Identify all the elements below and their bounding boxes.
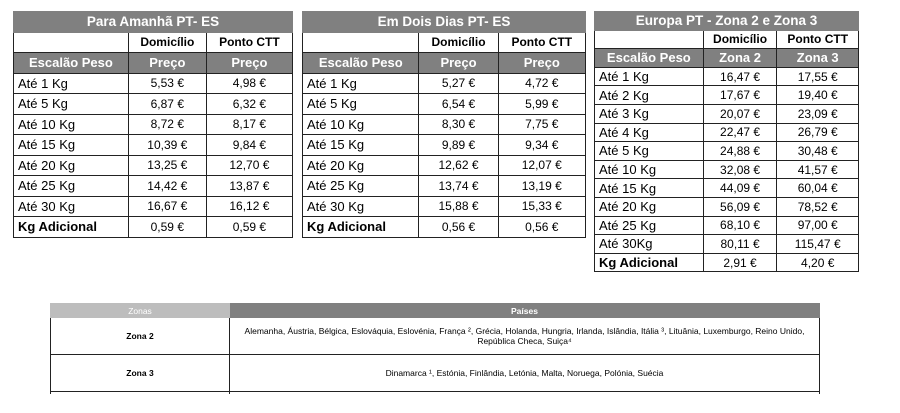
weight-label: Kg Adicional [595, 253, 704, 272]
price-cell: 12,70 € [206, 155, 292, 176]
price-cell: 10,39 € [128, 135, 206, 156]
weight-label: Até 25 Kg [14, 176, 129, 197]
table-row [14, 135, 293, 156]
price-table-two-days [302, 11, 586, 238]
weight-label: Até 15 Kg [14, 135, 129, 156]
price-cell: 16,67 € [128, 196, 206, 217]
table-row [595, 104, 859, 123]
price-cell: 56,09 € [703, 197, 777, 216]
weight-label: Até 30Kg [595, 235, 704, 254]
table-row [303, 73, 586, 94]
column-header: Preço [128, 53, 206, 74]
weight-label: Até 1 Kg [303, 73, 419, 94]
price-cell: 41,57 € [777, 160, 859, 179]
price-cell: 97,00 € [777, 216, 859, 235]
zones-table [50, 303, 820, 394]
zones-header: Zonas [51, 304, 230, 318]
price-cell: 80,11 € [703, 235, 777, 254]
price-cell: 6,87 € [128, 94, 206, 115]
price-cell: 13,74 € [419, 176, 498, 197]
price-cell: 0,59 € [128, 217, 206, 238]
table-row [14, 94, 293, 115]
price-cell: 9,84 € [206, 135, 292, 156]
table-title: Europa PT - Zona 2 e Zona 3 [595, 12, 859, 31]
price-cell: 26,79 € [777, 123, 859, 142]
price-cell: 9,89 € [419, 135, 498, 156]
weight-label: Até 10 Kg [14, 114, 129, 135]
price-cell: 12,62 € [419, 155, 498, 176]
price-cell: 24,88 € [703, 142, 777, 161]
table-row [14, 176, 293, 197]
price-cell: 8,30 € [419, 114, 498, 135]
table-title: Para Amanhã PT- ES [14, 12, 293, 33]
price-cell: 60,04 € [777, 179, 859, 198]
column-header: Escalão Peso [303, 53, 419, 74]
price-table-europe [594, 11, 859, 272]
table-row [595, 123, 859, 142]
table-row [303, 176, 586, 197]
blank-cell [595, 30, 704, 49]
weight-label: Até 20 Kg [14, 155, 129, 176]
table-row [595, 197, 859, 216]
weight-label: Até 5 Kg [14, 94, 129, 115]
zone-countries: Dinamarca ¹, Estónia, Finlândia, Letónia, Malta, Noruega, Polónia, Suécia [230, 355, 820, 392]
blank-cell [51, 392, 230, 395]
weight-label: Kg Adicional [303, 217, 419, 238]
price-cell: 16,12 € [206, 196, 292, 217]
table-row [14, 114, 293, 135]
weight-label: Até 2 Kg [595, 86, 704, 105]
price-cell: 0,56 € [498, 217, 585, 238]
price-cell: 22,47 € [703, 123, 777, 142]
price-cell: 23,09 € [777, 104, 859, 123]
price-cell: 0,56 € [419, 217, 498, 238]
weight-label: Até 5 Kg [303, 94, 419, 115]
price-cell: 5,99 € [498, 94, 585, 115]
table-row [14, 73, 293, 94]
table-row [595, 86, 859, 105]
table-row [303, 217, 586, 238]
weight-label: Até 20 Kg [595, 197, 704, 216]
price-cell: 20,07 € [703, 104, 777, 123]
table-row [303, 135, 586, 156]
table-row [595, 142, 859, 161]
column-header: Preço [498, 53, 585, 74]
price-cell: 6,32 € [206, 94, 292, 115]
price-cell: 17,55 € [777, 67, 859, 86]
price-table-next-day [13, 11, 293, 238]
table-row [595, 179, 859, 198]
sub-header: Ponto CTT [498, 32, 585, 53]
sub-header: Domicílio [128, 32, 206, 53]
column-header: Preço [206, 53, 292, 74]
blank-cell [303, 32, 419, 53]
weight-label: Até 10 Kg [303, 114, 419, 135]
price-cell: 13,25 € [128, 155, 206, 176]
price-cell: 16,47 € [703, 67, 777, 86]
weight-label: Até 25 Kg [303, 176, 419, 197]
price-cell: 5,53 € [128, 73, 206, 94]
zone-name: Zona 2 [51, 318, 230, 355]
weight-label: Até 1 Kg [14, 73, 129, 94]
table-row [595, 67, 859, 86]
price-cell: 17,67 € [703, 86, 777, 105]
blank-cell [14, 32, 129, 53]
sub-header: Ponto CTT [206, 32, 292, 53]
price-cell: 5,27 € [419, 73, 498, 94]
blank-cell [230, 392, 820, 395]
price-cell: 8,17 € [206, 114, 292, 135]
price-cell: 14,42 € [128, 176, 206, 197]
zone-countries: Alemanha, Áustria, Bélgica, Eslováquia, Eslovénia, França ², Grécia, Holanda, Hungria, Irlanda, Islândia, Itália ³, Lituânia, Luxemburgo, Reino Unido, República Checa, Suiça⁴ [230, 318, 820, 355]
price-cell: 8,72 € [128, 114, 206, 135]
price-cell: 68,10 € [703, 216, 777, 235]
sub-header: Domicílio [703, 30, 777, 49]
weight-label: Até 1 Kg [595, 67, 704, 86]
price-cell: 78,52 € [777, 197, 859, 216]
table-row [303, 196, 586, 217]
countries-header: Países [230, 304, 820, 318]
table-row [14, 217, 293, 238]
table-title: Em Dois Dias PT- ES [303, 12, 586, 33]
column-header: Escalão Peso [14, 53, 129, 74]
price-cell: 32,08 € [703, 160, 777, 179]
column-header: Zona 3 [777, 49, 859, 68]
price-cell: 7,75 € [498, 114, 585, 135]
sub-header: Ponto CTT [777, 30, 859, 49]
price-cell: 15,33 € [498, 196, 585, 217]
column-header: Zona 2 [703, 49, 777, 68]
table-row [303, 94, 586, 115]
weight-label: Até 15 Kg [303, 135, 419, 156]
weight-label: Até 5 Kg [595, 142, 704, 161]
price-cell: 4,72 € [498, 73, 585, 94]
price-cell: 2,91 € [703, 253, 777, 272]
table-row [595, 216, 859, 235]
table-row [595, 235, 859, 254]
weight-label: Até 30 Kg [303, 196, 419, 217]
table-row [14, 155, 293, 176]
table-row [303, 114, 586, 135]
table-row [303, 155, 586, 176]
column-header: Escalão Peso [595, 49, 704, 68]
price-cell: 30,48 € [777, 142, 859, 161]
weight-label: Kg Adicional [14, 217, 129, 238]
sub-header: Domicílio [419, 32, 498, 53]
price-cell: 4,20 € [777, 253, 859, 272]
zone-name: Zona 3 [51, 355, 230, 392]
price-cell: 12,07 € [498, 155, 585, 176]
price-cell: 44,09 € [703, 179, 777, 198]
price-cell: 9,34 € [498, 135, 585, 156]
price-cell: 15,88 € [419, 196, 498, 217]
weight-label: Até 25 Kg [595, 216, 704, 235]
weight-label: Até 3 Kg [595, 104, 704, 123]
price-cell: 13,87 € [206, 176, 292, 197]
column-header: Preço [419, 53, 498, 74]
table-row [14, 196, 293, 217]
price-cell: 115,47 € [777, 235, 859, 254]
price-cell: 4,98 € [206, 73, 292, 94]
price-cell: 6,54 € [419, 94, 498, 115]
price-cell: 13,19 € [498, 176, 585, 197]
weight-label: Até 15 Kg [595, 179, 704, 198]
table-row [595, 253, 859, 272]
weight-label: Até 10 Kg [595, 160, 704, 179]
weight-label: Até 20 Kg [303, 155, 419, 176]
weight-label: Até 4 Kg [595, 123, 704, 142]
price-cell: 0,59 € [206, 217, 292, 238]
price-cell: 19,40 € [777, 86, 859, 105]
weight-label: Até 30 Kg [14, 196, 129, 217]
table-row [595, 160, 859, 179]
